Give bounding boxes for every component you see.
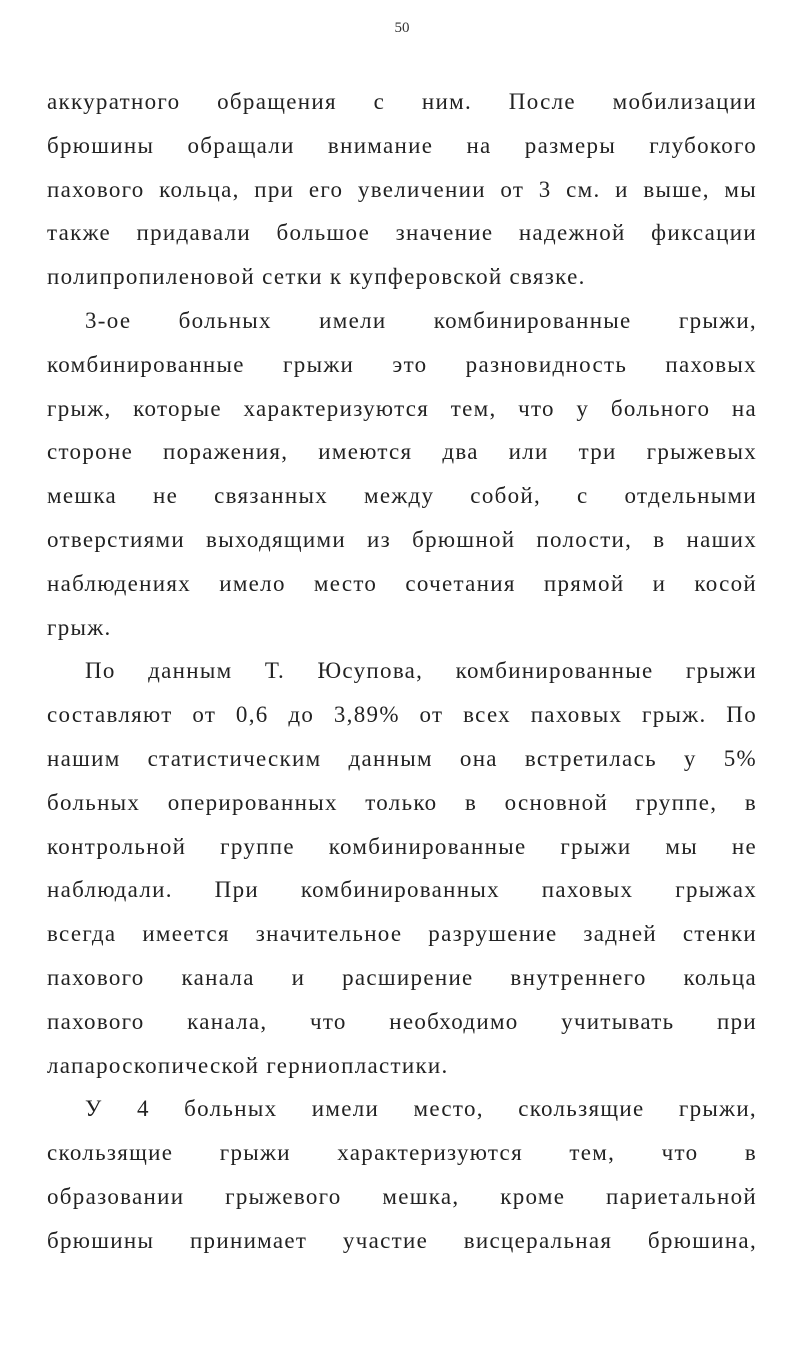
paragraph-2 xyxy=(47,299,757,649)
text-line: больных оперированных только в основной группе, в xyxy=(47,789,757,815)
text-line: 3-ое больных имели комбинированные грыжи, xyxy=(85,307,757,333)
text-line: также придавали большое значение надежной фиксации xyxy=(47,220,757,246)
text-line: пахового кольца, при его увеличении от 3 см. и выше, мы xyxy=(47,176,757,202)
text-line: пахового канала, что необходимо учитывать при xyxy=(47,1008,757,1034)
text-line: всегда имеется значительное разрушение задней стенки xyxy=(47,921,757,947)
text-line: брюшины обращали внимание на размеры глубокого xyxy=(47,132,757,158)
text-line: составляют от 0,6 до 3,89% от всех паховых грыж. По xyxy=(47,702,757,728)
text-line: отверстиями выходящими из брюшной полости, в наших xyxy=(47,526,757,552)
text-line: мешка не связанных между собой, с отдельными xyxy=(47,483,757,509)
page-number: 50 xyxy=(394,20,410,36)
text-line: По данным Т. Юсупова, комбинированные грыжи xyxy=(85,658,757,684)
text-line: наблюдениях имело место сочетания прямой и косой xyxy=(47,570,757,596)
text-line: У 4 больных имели место, скользящие грыжи, xyxy=(85,1096,757,1122)
text-line: стороне поражения, имеются два или три грыжевых xyxy=(47,439,757,465)
text-line: контрольной группе комбинированные грыжи мы не xyxy=(47,833,757,859)
text-line: наблюдали. При комбинированных паховых грыжах xyxy=(47,877,757,903)
text-line: комбинированные грыжи это разновидность паховых xyxy=(47,351,757,377)
text-line: грыж, которые характеризуются тем, что у больного на xyxy=(47,395,757,421)
text-line: грыж. xyxy=(47,614,112,640)
paragraph-4 xyxy=(47,1087,757,1262)
body-text xyxy=(47,80,757,1263)
text-line: пахового канала и расширение внутреннего кольца xyxy=(47,964,757,990)
text-line: скользящие грыжи характеризуются тем, что в xyxy=(47,1140,757,1166)
text-line: полипропиленовой сетки к купферовской связке. xyxy=(47,264,586,290)
text-line: лапароскопической герниопластики. xyxy=(47,1052,449,1078)
paragraph-1 xyxy=(47,80,757,299)
text-line: аккуратного обращения с ним. После мобилизации xyxy=(47,89,757,114)
text-line: нашим статистическим данным она встретилась у 5% xyxy=(47,745,757,771)
paragraph-3 xyxy=(47,649,757,1087)
text-line: брюшины принимает участие висцеральная брюшина, xyxy=(47,1227,757,1253)
text-line: образовании грыжевого мешка, кроме париетальной xyxy=(47,1183,757,1209)
